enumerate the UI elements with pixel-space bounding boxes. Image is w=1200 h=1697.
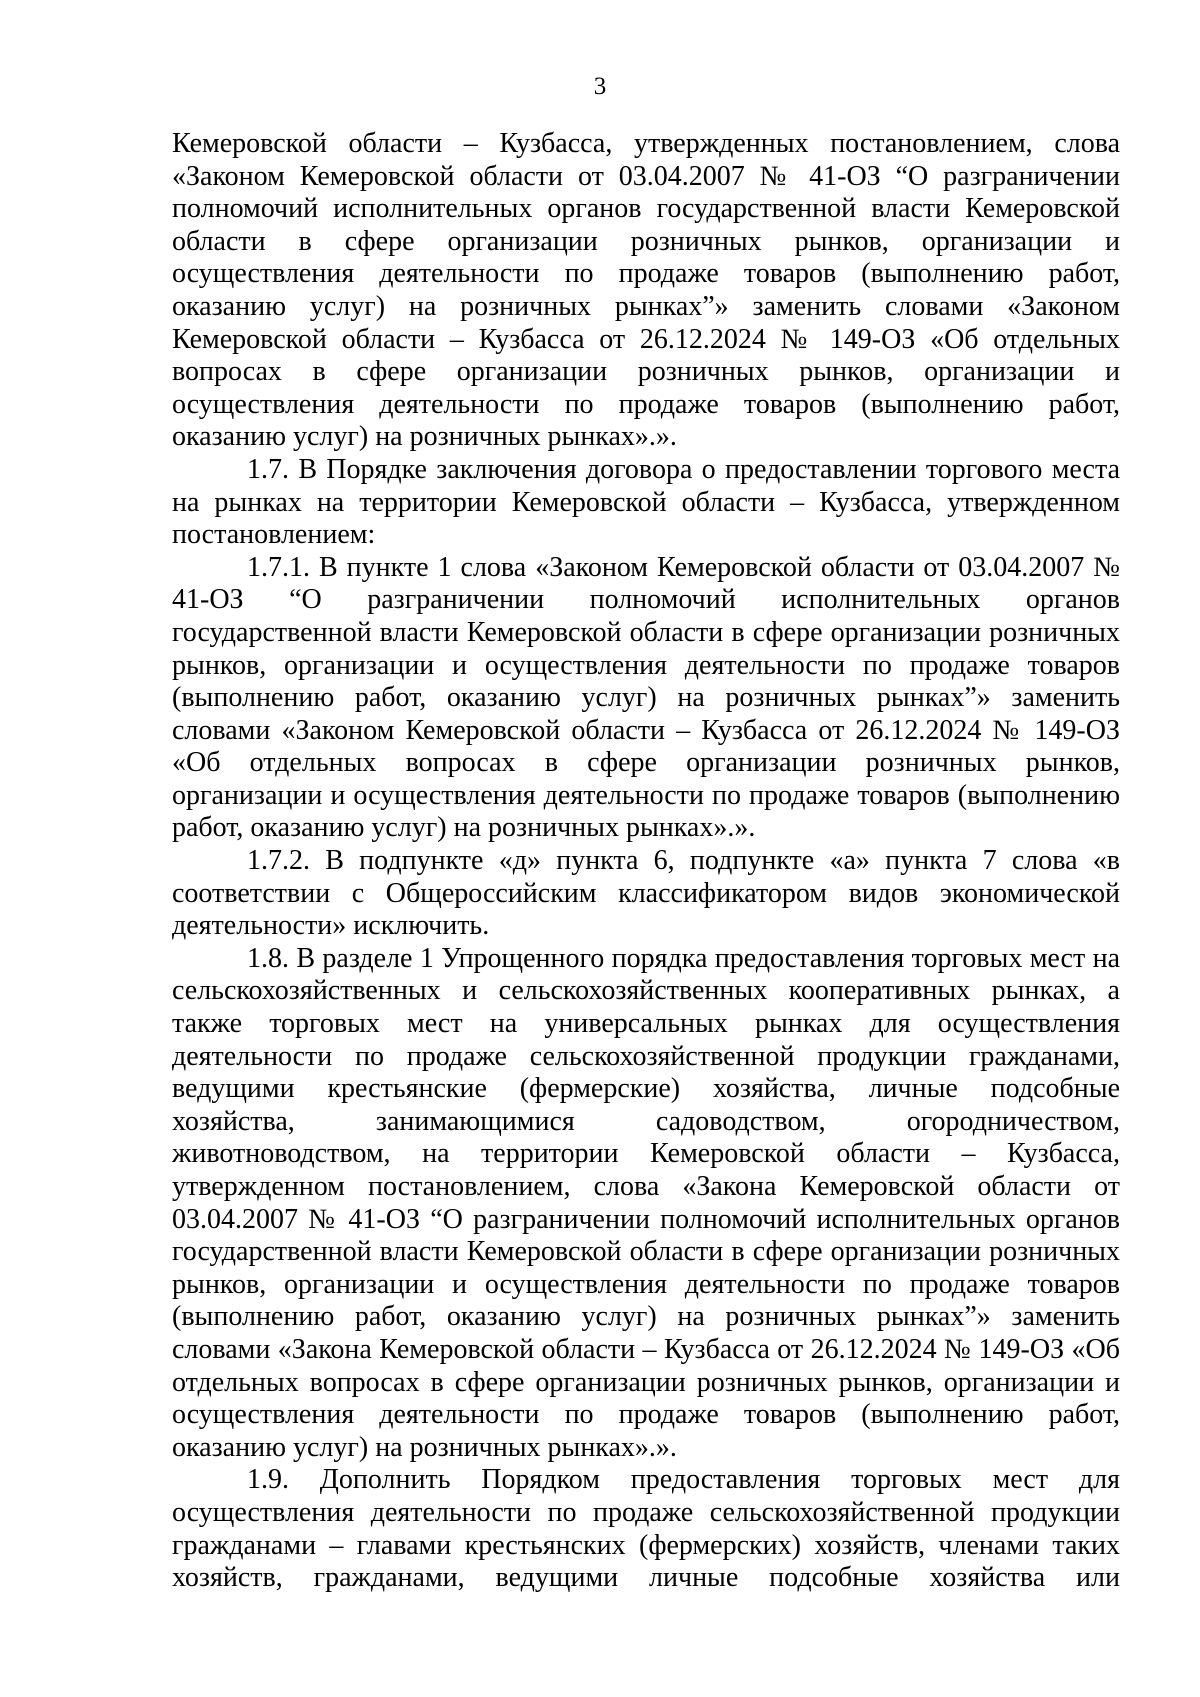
paragraph-1-7: 1.7. В Порядке заключения договора о предоставлении торгового места на рынках на территории Кемеровской области – Кузбасса, утвержденном постановлением:: [172, 453, 1120, 551]
paragraph-continuation: Кемеровской области – Кузбасса, утвержденных постановлением, слова «Законом Кемеровской области от 03.04.2007 № 41-ОЗ “О разграничении полномочий исполнительных органов государственной власти Кемеровской области в сфере организации розничных рынков, организации и осуществления деятельности по продаже товаров (выполнению работ, оказанию услуг) на розничных рынках”» заменить словами «Законом Кемеровской области – Кузбасса от 26.12.2024 № 149-ОЗ «Об отдельных вопросах в сфере организации розничных рынков, организации и осуществления деятельности по продаже товаров (выполнению работ, оказанию услуг) на розничных рынках».».: [172, 128, 1120, 453]
page-number: 3: [593, 73, 607, 100]
paragraph-1-7-2: 1.7.2. В подпункте «д» пункта 6, подпункте «а» пункта 7 слова «в соответствии с Общероссийским классификатором видов экономической деятельности» исключить.: [172, 845, 1120, 942]
document-body: [172, 128, 1120, 1595]
paragraph-1-9: 1.9. Дополнить Порядком предоставления торговых мест для осуществления деятельности по продаже сельскохозяйственной продукции гражданами – главами крестьянских (фермерских) хозяйств, членами таких хозяйств, гражданами, ведущими личные подсобные хозяйства или: [172, 1464, 1120, 1594]
paragraph-1-8: 1.8. В разделе 1 Упрощенного порядка предоставления торговых мест на сельскохозяйственных и сельскохозяйственных кооперативных рынках, а также торговых мест на универсальных рынках для осуществления деятельности по продаже сельскохозяйственной продукции гражданами, ведущими крестьянские (фермерские) хозяйства, личные подсобные хозяйства, занимающимися садоводством, огородничеством, животноводством, на территории Кемеровской области – Кузбасса, утвержденном постановлением, слова «Закона Кемеровской области от 03.04.2007 № 41-ОЗ “О разграничении полномочий исполнительных органов государственной власти Кемеровской области в сфере организации розничных рынков, организации и осуществления деятельности по продаже товаров (выполнению работ, оказанию услуг) на розничных рынках”» заменить словами «Закона Кемеровской области – Кузбасса от 26.12.2024 № 149-ОЗ «Об отдельных вопросах в сфере организации розничных рынков, организации и осуществления деятельности по продаже товаров (выполнению работ, оказанию услуг) на розничных рынках».».: [172, 942, 1120, 1463]
paragraph-1-7-1: 1.7.1. В пункте 1 слова «Законом Кемеровской области от 03.04.2007 № 41-ОЗ “О разграничении полномочий исполнительных органов государственной власти Кемеровской области в сфере организации розничных рынков, организации и осуществления деятельности по продаже товаров (выполнению работ, оказанию услуг) на розничных рынках”» заменить словами «Законом Кемеровской области – Кузбасса от 26.12.2024 № 149-ОЗ «Об отдельных вопросах в сфере организации розничных рынков, организации и осуществления деятельности по продаже товаров (выполнению работ, оказанию услуг) на розничных рынках».».: [172, 551, 1120, 844]
